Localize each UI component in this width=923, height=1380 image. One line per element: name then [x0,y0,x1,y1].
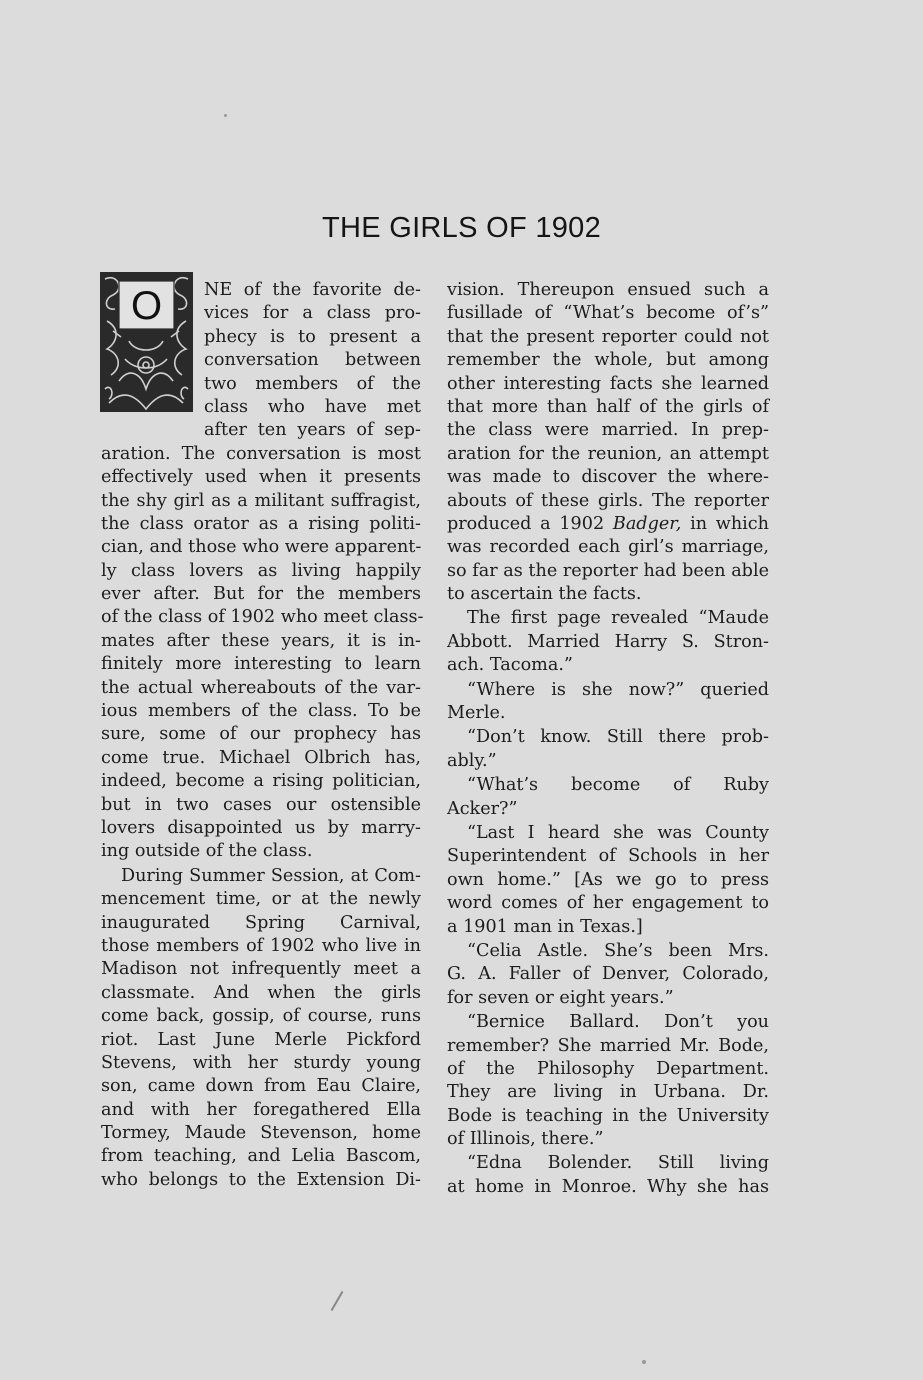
text-line: Madison not infrequently meet a [101,959,421,980]
text-line: aration. The conversation is most [101,443,421,464]
text-line: a 1901 man in Texas.] [447,916,643,937]
text-line: the shy girl as a militant suffragist, [101,490,421,511]
text-line: to ascertain the facts. [447,584,642,605]
page-title: THE GIRLS OF 1902 [321,212,602,244]
text-line: riot. Last June Merle Pickford [101,1029,421,1050]
text-line: vices for a class pro- [204,303,421,324]
text-line: The first page revealed “Maude [467,608,769,629]
text-line: “Last I heard she was County [467,822,769,843]
text-line: but in two cases our ostensible [101,794,421,815]
text-line: so far as the reporter had been able [447,560,769,581]
text-line: class who have met [204,396,421,417]
text-line: abouts of these girls. The reporter [447,490,769,511]
text-line: ly class lovers as living happily [101,560,421,581]
text-line: for seven or eight years.” [447,987,674,1008]
text-line: finitely more interesting to learn [101,654,421,675]
text-line: two members of the [204,373,421,394]
paper-speck [642,1360,646,1364]
text-line: at home in Monroe. Why she has [447,1176,769,1197]
text-line: “What’s become of Ruby [467,775,769,796]
text-line: the class orator as a rising politi- [101,513,421,534]
text-line: that more than half of the girls of [447,396,769,417]
svg-text:O: O [130,284,163,328]
text-line: from teaching, and Lelia Bascom, [101,1146,421,1167]
text-line: ach. Tacoma.” [447,655,573,676]
text-line: ing outside of the class. [101,841,313,862]
text-line: aration for the reunion, an attempt [447,443,769,464]
text-line: ever after. But for the members [101,584,421,605]
text-line: remember the whole, but among [447,350,769,371]
text-line: sure, some of our prophecy has [101,724,421,745]
right-column [447,279,769,1199]
text-line: come back, gossip, of course, runs [101,1006,421,1027]
text-line: “Edna Bolender. Still living [467,1153,769,1174]
text-line: word comes of her engagement to [447,893,769,914]
text-line: was made to discover the where- [447,467,769,488]
paper-speck [224,114,227,117]
text-line: fusillade of “What’s become of’s” [447,303,769,324]
text-line: During Summer Session, at Com- [121,865,421,886]
text-line: of Illinois, there.” [447,1129,604,1150]
text-line: mencement time, or at the newly [101,889,421,910]
paper-mark [331,1291,344,1311]
text-line: “Bernice Ballard. Don’t you [467,1012,769,1033]
ornamental-drop-cap [99,271,194,413]
text-line: “Don’t know. Still there prob- [467,727,769,748]
text-line: NE of the favorite de- [204,280,421,300]
text-line: They are living in Urbana. Dr. [447,1082,769,1103]
text-line: own home.” [As we go to press [447,869,769,890]
text-line: those members of 1902 who live in [101,935,421,956]
text-line: mates after these years, it is in- [101,630,421,651]
text-line: the actual whereabouts of the var- [101,677,421,698]
text-line: conversation between [204,350,421,371]
text-line: cian, and those who were apparent- [101,537,422,558]
text-line: indeed, become a rising politician, [101,771,421,792]
badger-title: Badger, [612,513,682,534]
text-line: other interesting facts she learned [447,373,769,394]
text-line: Abbott. Married Harry S. Stron- [447,631,769,652]
text-line: remember? She married Mr. Bode, [447,1035,769,1056]
text-line: phecy is to present a [204,326,421,347]
text-line: ably.” [447,750,497,771]
text-line: “Celia Astle. She’s been Mrs. [467,940,769,961]
ornament-icon [99,271,194,413]
text-line: of the Philosophy Department. [447,1058,769,1079]
text-line: after ten years of sep- [204,420,421,441]
text-line: who belongs to the Extension Di- [101,1169,421,1190]
text-line: Acker?” [447,798,518,819]
text-line: inaugurated Spring Carnival, [101,912,421,933]
text-line: Tormey, Maude Stevenson, home [101,1123,421,1144]
text-line: vision. Thereupon ensued such a [447,280,769,300]
text-line: Bode is teaching in the University [447,1105,769,1126]
text-segment: produced a 1902 [447,513,613,534]
text-line: Merle. [447,703,506,724]
text-line: effectively used when it presents [101,467,421,488]
text-line: come true. Michael Olbrich has, [101,747,421,768]
text-line: “Where is she now?” queried [467,679,769,700]
text-line: that the present reporter could not [447,326,769,347]
text-line-with-italic [447,513,769,536]
text-line: classmate. And when the girls [101,982,421,1003]
text-segment: in which [681,513,769,534]
text-line: and with her foregathered Ella [101,1099,421,1120]
text-line: was recorded each girl’s marriage, [447,537,769,558]
text-line: of the class of 1902 who meet class- [101,607,424,628]
text-line: the class were married. In prep- [447,420,769,441]
text-line: Superintendent of Schools in her [447,846,769,867]
text-line: Stevens, with her sturdy young [101,1052,421,1073]
text-line: lovers disappointed us by marry- [101,817,421,838]
left-column [101,279,424,1192]
text-line: son, came down from Eau Claire, [101,1076,421,1097]
text-line: G. A. Faller of Denver, Colorado, [447,964,769,985]
text-line: ious members of the class. To be [101,701,421,722]
